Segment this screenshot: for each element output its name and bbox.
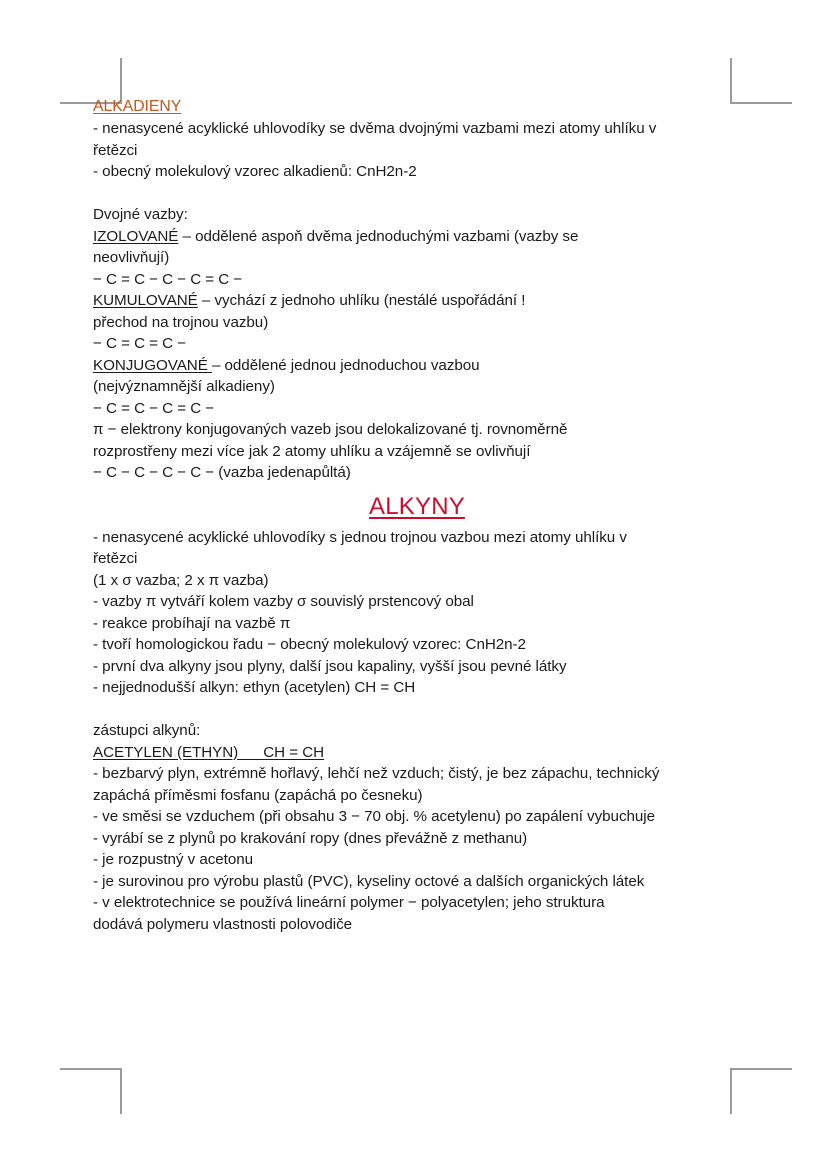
crop-mark-vertical-line — [120, 1068, 122, 1114]
alkyny-reactions: - reakce probíhají na vazbě π — [93, 614, 291, 632]
alkyny-simplest-alkyne: - nejjednodušší alkyn: ethyn (acetylen) CH = CH — [93, 679, 416, 696]
acetylene-electrotechnics-line-2: dodává polymeru vlastnosti polovodiče — [93, 915, 353, 933]
bond-type-kumulovane-definition: – vychází z jednoho uhlíku (nestálé uspořádání ! — [197, 292, 526, 309]
document-body — [93, 96, 741, 935]
bond-type-konjugovane-definition: – oddělené jednou jednoduchou vazbou — [211, 356, 480, 374]
crop-mark-horizontal-line — [60, 1068, 122, 1070]
bond-type-izolovane-row — [93, 226, 741, 248]
bond-type-izolovane-continuation: neovlivňují) — [93, 249, 170, 266]
spacer — [93, 183, 741, 205]
alkyny-pi-bond-shell: - vazby π vytváří kolem vazby σ souvislý prstencový obal — [93, 593, 474, 610]
alkadieny-subheading-double-bonds: Dvojné vazby: — [93, 206, 188, 223]
acetylene-solubility: - je rozpustný v acetonu — [93, 851, 254, 868]
acetylene-explosive-range: - ve směsi se vzduchem (při obsahu 3 − 70 obj. % acetylenu) po zapálení vybuchuje — [93, 808, 655, 825]
bond-type-konjugovane-continuation: (nejvýznamnější alkadieny) — [93, 378, 275, 395]
acetylene-property-line-1: - bezbarvý plyn, extrémně hořlavý, lehčí než vzduch; čistý, je bez zápachu, technický — [93, 765, 660, 782]
bond-type-kumulovane-row — [93, 290, 741, 312]
bond-type-konjugovane-row — [93, 355, 741, 377]
alkyny-general-formula: - tvoří homologickou řadu − obecný molekulový vzorec: CnH2n-2 — [93, 636, 526, 653]
bond-type-kumulovane-formula: − C = C = C − — [93, 335, 187, 352]
section-heading-alkadieny — [93, 96, 741, 118]
bond-type-kumulovane-term: KUMULOVANÉ — [93, 292, 198, 309]
pi-electron-note-line-2: rozprostřeny mezi více jak 2 atomy uhlíku a vzájemně se ovlivňují — [93, 442, 531, 460]
crop-mark-horizontal-line — [730, 1068, 792, 1070]
bond-type-kumulovane-continuation: přechod na trojnou vazbu) — [93, 313, 269, 331]
acetylene-property-line-2: zapáchá příměsmi fosfanu (zapáchá po česneku) — [93, 786, 423, 804]
bond-type-konjugovane-term: KONJUGOVANÉ — [93, 356, 212, 374]
crop-mark-bottom-right — [730, 1068, 776, 1114]
alkadieny-definition-line-2: řetězci — [93, 141, 138, 159]
heading-alkadieny-text: ALKADIENY — [93, 98, 182, 115]
pi-electron-note-line-1: π − elektrony konjugovaných vazeb jsou delokalizované tj. rovnoměrně — [93, 421, 568, 438]
alkyny-definition-line-1: - nenasycené acyklické uhlovodíky s jednou trojnou vazbou mezi atomy uhlíku v — [93, 528, 627, 546]
alkyny-states-of-matter: - první dva alkyny jsou plyny, další jsou kapaliny, vyšší jsou pevné látky — [93, 657, 567, 675]
acetylene-title: ACETYLEN (ETHYN) CH = CH — [93, 743, 325, 761]
crop-mark-bottom-left — [76, 1068, 122, 1114]
pi-electron-note-formula: − C − C − C − C − (vazba jedenapůltá) — [93, 464, 351, 481]
alkyny-bond-composition: (1 x σ vazba; 2 x π vazba) — [93, 571, 269, 589]
bond-type-izolovane-term: IZOLOVANÉ — [93, 227, 179, 245]
acetylene-title-row — [93, 742, 741, 764]
crop-mark-vertical-line — [730, 1068, 732, 1114]
section-heading-alkyny — [93, 484, 741, 527]
spacer — [93, 699, 741, 721]
bond-type-konjugovane-formula: − C = C − C = C − — [93, 399, 215, 417]
bond-type-izolovane-definition: – oddělené aspoň dvěma jednoduchými vazbami (vazby se — [178, 227, 579, 245]
representatives-label: zástupci alkynů: — [93, 722, 201, 739]
alkadieny-formula-line: - obecný molekulový vzorec alkadienů: CnH2n-2 — [93, 163, 417, 180]
acetylene-electrotechnics-line-1: - v elektrotechnice se používá lineární polymer − polyacetylen; jeho struktura — [93, 894, 605, 911]
heading-alkyny-text: ALKYNY — [369, 492, 465, 520]
bond-type-izolovane-formula: − C = C − C − C = C − — [93, 270, 243, 288]
acetylene-industrial-use: - je surovinou pro výrobu plastů (PVC), kyseliny octové a dalších organických látek — [93, 872, 645, 890]
alkyny-definition-line-2: řetězci — [93, 550, 138, 567]
alkadieny-definition-line-1: - nenasycené acyklické uhlovodíky se dvěma dvojnými vazbami mezi atomy uhlíku v — [93, 120, 657, 137]
acetylene-production: - vyrábí se z plynů po krakování ropy (dnes převážně z methanu) — [93, 829, 528, 847]
